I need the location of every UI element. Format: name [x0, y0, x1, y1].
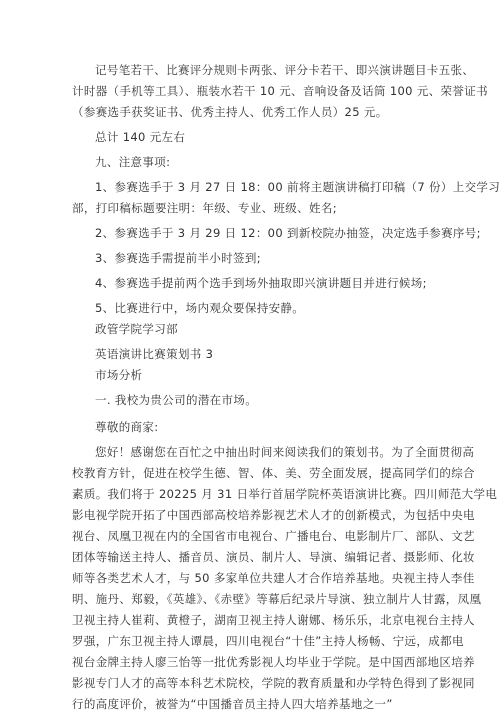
- section-heading: 九、注意事项:: [95, 155, 171, 169]
- greeting-line: 尊敬的商家:: [95, 420, 159, 434]
- text-line: 2、参赛选手于 3 月 29 日 12：00 到新校院办抽签，决定选手参赛序号;: [95, 226, 481, 240]
- text-line: 校教育方针，促进在校学生德、智、体、美、劳全面发展，提高同学们的综合: [72, 466, 475, 480]
- signature-line: 政管学院学习部: [95, 322, 178, 336]
- text-line: 4、参赛选手提前两个选手到场外抽取即兴演讲题目并进行候场;: [95, 276, 427, 290]
- text-line: 罗强，广东卫视主持人谭晨，四川电视台“十佳”主持人杨畅、宁远，成都电: [72, 634, 464, 648]
- text-line: 部，打印稿标题要注明：年级、专业、班级、姓名;: [72, 201, 337, 215]
- text-line: 视台金牌主持人廖三怡等一批优秀影视人均毕业于学院。是中国西部地区培养: [72, 655, 475, 669]
- section-heading: 市场分析: [95, 368, 143, 382]
- text-line: 师等各类艺术人才，与 50 多家单位共建人才合作培养基地。央视主持人李佳: [72, 571, 475, 585]
- text-line: 影视专门人才的高等本科艺术院校，学院的教育质量和办学特色得到了影视同: [72, 676, 475, 690]
- text-line: 影电视学院开拓了中国西部高校培养影视艺术人才的创新模式，为包括中央电: [72, 508, 475, 522]
- text-line: 总计 140 元左右: [95, 130, 186, 144]
- text-line: 卫视主持人崔莉、黄橙子，湖南卫视主持人谢娜、杨乐乐，北京电视台主持人: [72, 613, 475, 627]
- text-line: 一. 我校为贵公司的潜在市场。: [95, 393, 258, 407]
- text-line: 3、参赛选手需提前半小时签到;: [95, 251, 261, 265]
- text-line: 明、施丹、郑毅，《英雄》、《赤壁》等幕后纪录片导演、独立制片人甘露，凤凰: [72, 592, 482, 606]
- document-body: [72, 60, 500, 715]
- text-line: 记号笔若干、比赛评分规则卡两张、评分卡若干、即兴演讲题目卡五张、: [95, 63, 475, 77]
- text-line: 计时器（手机等工具）、瓶装水若干 10 元、音响设备及话筒 100 元、荣誉证书: [72, 84, 488, 98]
- text-line: （参赛选手获奖证书、优秀主持人、优秀工作人员）25 元。: [72, 105, 388, 119]
- text-line: 团体等输送主持人、播音员、演员、制片人、导演、编辑记者、摄影师、化妆: [72, 550, 475, 564]
- text-line: 5、比赛进行中，场内观众要保持安静。: [95, 301, 305, 315]
- text-line: 素质。我们将于 20225 月 31 日举行首届学院杯英语演讲比赛。四川师范大学电: [72, 487, 498, 501]
- text-line: 1、参赛选手于 3 月 27 日 18：00 前将主题演讲稿打印稿（7 份）上交学习: [95, 180, 500, 194]
- text-line: 行的高度评价，被誉为“中国播音员主持人四大培养基地之一”: [72, 697, 393, 711]
- document-title: 英语演讲比赛策划书 3: [95, 347, 214, 361]
- text-line: 您好！感谢您在百忙之中抽出时间来阅读我们的策划书。为了全面贯彻高: [95, 445, 475, 459]
- text-line: 视台、凤凰卫视在内的全国省市电视台、广播电台、电影制片厂、部队、文艺: [72, 529, 475, 543]
